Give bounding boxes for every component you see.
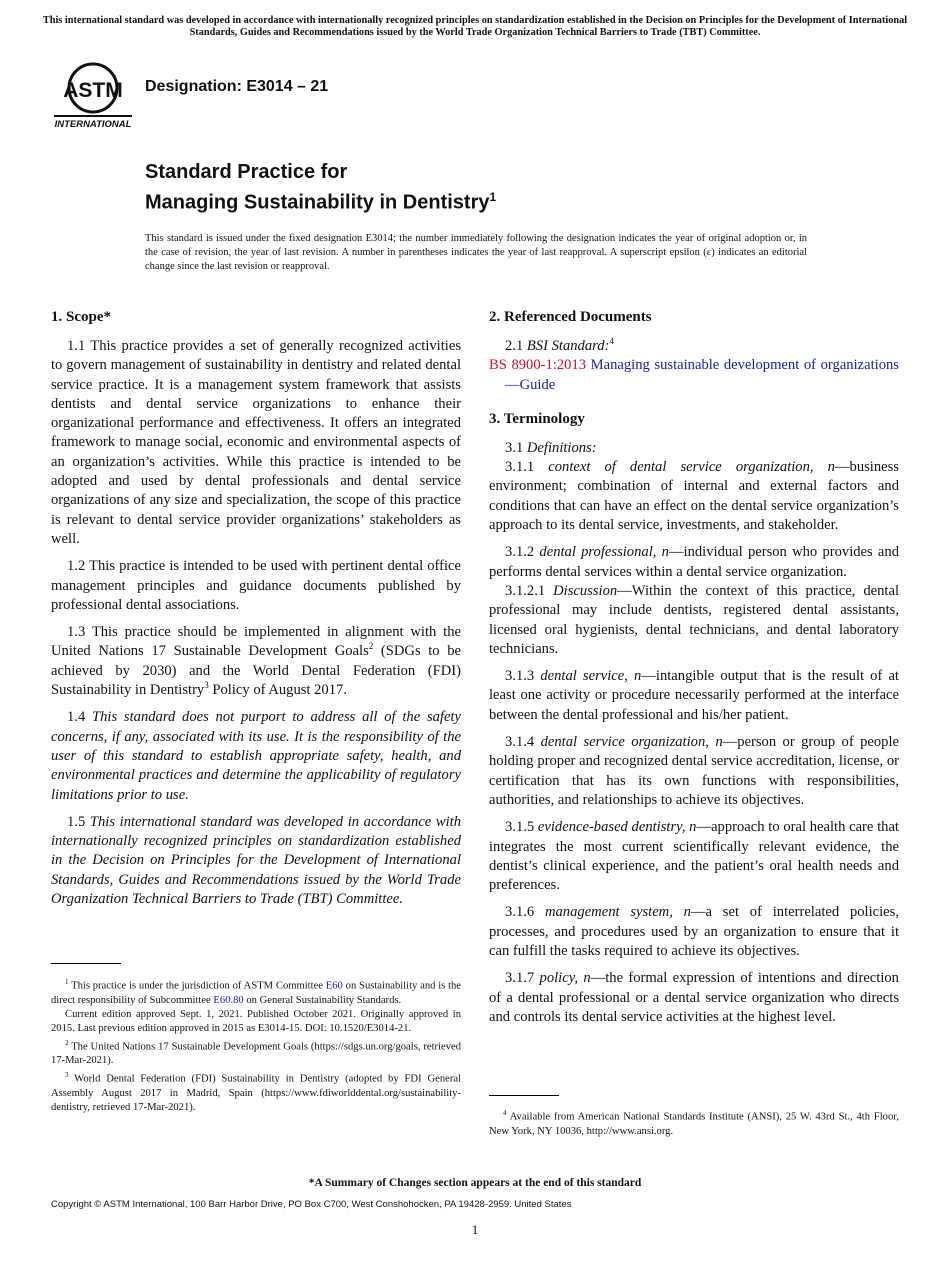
term-3-1-7 [489,969,899,1027]
fn-text: on Sustainability and is the direct responsibility of Subcommittee [51,980,462,1006]
scope-heading: 1. Scope* [51,309,111,325]
subcommittee-e6080-link[interactable]: E60.80 [213,994,244,1006]
fn-text: This practice is under the jurisdiction of ASTM Committee [68,980,326,992]
title-line-1: Standard Practice for [145,161,348,183]
fn-marker: 3 [65,1071,69,1080]
ref-title-link[interactable]: Managing sustainable development of organizations—Guide [505,357,899,393]
footnote-ref-3[interactable]: 3 [204,680,209,691]
refs-heading: 2. Referenced Documents [489,309,652,325]
footnote-ref-2[interactable]: 2 [368,641,374,652]
fn-marker: 1 [65,978,69,986]
term-3-1-5 [489,818,899,895]
term-text: —person or group of people holding proper and recognized dental service accreditation, license, or certification that has its own functions with responsibilities, authorities, and relationships to achieve its objectives. [489,734,900,808]
ref-entry-bs8900 [489,356,899,395]
scope-1-3-c: Policy of August 2017. [208,682,347,699]
right-column [489,307,899,1035]
logo-brand: ASTM [63,79,123,102]
term-num: 3.1.3 [505,668,541,685]
scope-1-4-num: 1.4 [67,709,93,726]
footnotes-right [489,1106,899,1139]
scope-1-5-num: 1.5 [67,813,90,830]
left-column [51,307,461,917]
refs-subheading [489,337,899,356]
term-name: dental service, n [540,668,642,685]
scope-para-1-1: 1.1 This practice provides a set of generally recognized activities to govern management of sustainability in dentistry and related dental service practice. It is a management system framework that assists dentists and dental service organizations to enhance their organizational performance and effectiveness. It offers an integrated framework to manage social, economic and environmental aspects of an organization’s activities. While this practice is intended to be adopted and used by dental professionals and dental service organizations of any size and specialization, the scope of this practice is relevant to dental service provider organizations’ stakeholders as well. [51,338,461,547]
scope-1-5-text: This international standard was developed in accordance with internationally recognized principles on standardization established in the Decision on Principles for the Development of International Standards, Guides and Recommendations issued by the World Trade Organization Technical Barriers to Trade (TBT) Committee. [51,813,462,908]
footnote-3 [51,1068,461,1115]
fn-marker: 4 [503,1109,507,1117]
refs-sub-num: 2.1 [505,338,527,354]
term-text: —intangible output that is the result of at least one activity or procedure necessarily performed at the interface between the dental professional and his/her patient. [489,668,899,723]
term-name: dental professional, n [539,544,669,561]
term-text: —business environment; combination of internal and external factors and conditions that can have an effect on the dental service organization’s approach to its dental service, investments, and stakeholder. [489,459,899,534]
term-3-1-3 [489,667,899,725]
footnote-divider-left [51,963,121,964]
title-line-2: Managing Sustainability in Dentistry [145,191,490,214]
scope-1-3-a: 1.3 This practice should be implemented in alignment with the United Nations 17 Sustainable Development Goals [51,624,461,660]
term-text: —Within the context of this practice, dental professional may include dentists, registered dental assistants, licensed oral hygienists, dental technicians, and dental laboratory technicians. [489,582,899,657]
term-text: —a set of interrelated policies, processes, and procedures used by an organization to ensure that it can fulfill the tasks required to achieve its objectives. [489,904,899,960]
footnote-1 [51,975,461,1008]
term-text: —individual person who provides and performs dental services within a dental service organization. [489,544,899,580]
footnote-ref-4[interactable]: 4 [609,336,614,347]
fn-marker: 2 [65,1038,69,1047]
terms-heading: 3. Terminology [489,410,585,427]
scope-para-1-4 [51,708,461,804]
footnote-1-edition: Current edition approved Sept. 1, 2021. Published October 2021. Originally approved in 2015. Last previous edition approved in 2015 as E3014-15. DOI: 10.1520/E3014-21. [51,1008,461,1034]
fn-text: Available from American National Standards Institute (ANSI), 25 W. 43rd St., 4th Floor, New York, NY 10036, http://www.ansi.org. [489,1111,899,1137]
terms-defs [489,439,899,458]
term-num: 3.1.2 [505,544,540,561]
fn-text: on General Sustainability Standards. [243,994,402,1006]
term-name: evidence-based dentistry, n [537,819,697,836]
term-3-1-4 [489,733,899,810]
term-num: 3.1.6 [505,904,545,921]
header-note: This international standard was developed in accordance with internationally recognized principles on standardization established in the Decision on Principles for the Development of International Standards, Guides and Recommendations issued by the World Trade Organization Technical Barriers to Trade (TBT) Committee. [42,15,908,38]
designation: Designation: E3014 – 21 [145,78,329,95]
term-num: 3.1.4 [505,734,541,751]
term-3-1-6 [489,903,899,961]
terms-defs-num: 3.1 [505,439,527,456]
term-name: dental service organization, n [540,734,723,751]
scope-1-3-b: (SDGs to be achieved by 2030) and the World Dental Federation (FDI) Sustainability in Dentistry [51,643,462,699]
summary-of-changes-note: *A Summary of Changes section appears at the end of this standard [308,1177,642,1189]
term-name: policy, n [539,970,591,987]
term-text: —the formal expression of intentions and direction of a dental professional or a dental service organization who directs and controls its dental service activities at the highest level. [489,970,899,1025]
committee-e60-link[interactable]: E60 [325,980,343,992]
scope-para-1-5 [51,813,461,909]
copyright-line: Copyright © ASTM International, 100 Barr Harbor Drive, PO Box C700, West Conshohocken, PA 19428-2959. United States [51,1199,572,1210]
scope-para-1-3 [51,623,461,700]
term-3-1-2-1 [489,582,899,659]
fn-text: The United Nations 17 Sustainable Development Goals (https://sdgs.un.org/goals, retrieved 17-Mar-2021). [51,1041,461,1067]
logo-sub: INTERNATIONAL [54,119,132,130]
term-num: 3.1.7 [505,970,540,987]
ref-code-link[interactable]: BS 8900-1:2013 [489,357,587,374]
term-name: context of dental service organization, n [548,459,835,476]
terms-defs-label: Definitions: [526,439,597,456]
term-3-1-1 [489,458,899,535]
footnote-divider-right [489,1095,559,1096]
title-footnote-ref[interactable]: 1 [489,190,497,204]
scope-para-1-2: 1.2 This practice is intended to be used with pertinent dental office management principles and guidance documents published by professional dental associations. [51,558,461,613]
term-name: Discussion [553,582,618,599]
footnotes-left [51,975,461,1115]
term-3-1-2 [489,543,899,582]
astm-logo [52,60,134,130]
term-num: 3.1.1 [505,459,549,476]
page-number: 1 [471,1222,479,1237]
issued-note: This standard is issued under the fixed designation E3014; the number immediately following the designation indicates the year of original adoption or, in the case of revision, the year of last revision. A number in parentheses indicates the year of last reapproval. A superscript epsilon (ε) indicates an editorial change since the last revision or reapproval. [145,233,807,272]
footnote-2 [51,1036,461,1069]
term-name: management system, n [544,904,691,921]
footnote-4 [489,1106,899,1139]
term-num: 3.1.5 [505,819,538,836]
term-num: 3.1.2.1 [505,582,554,599]
refs-sub-label: BSI Standard: [526,338,610,354]
term-text: —approach to oral health care that integrates the most current scientifically relevant evidence, the dentist’s clinical experience, and the patient’s oral health needs and preferences. [489,819,899,894]
page-title [145,160,496,216]
scope-1-4-text: This standard does not purport to address all of the safety concerns, if any, associated with its use. It is the responsibility of the user of this standard to establish appropriate safety, health, and environmental practices and determine the applicability of regulatory limitations prior to use. [51,709,461,803]
fn-text: World Dental Federation (FDI) Sustainability in Dentistry (adopted by FDI General Assembly August 2017 in Madrid, Spain (https://www.fdiworlddental.org/sustainability-dentistry, retrieved 17-Mar-2021). [51,1073,461,1113]
